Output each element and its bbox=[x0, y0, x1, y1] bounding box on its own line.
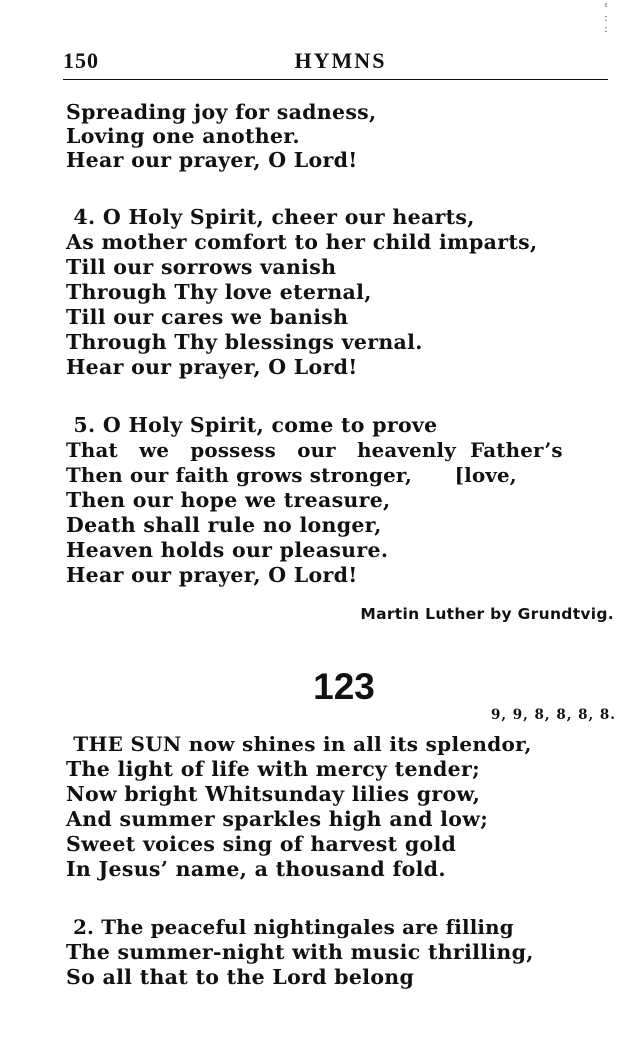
verse-line: And summer sparkles high and low; bbox=[66, 807, 489, 831]
verse-line: 5. O Holy Spirit, come to prove bbox=[66, 413, 438, 437]
margin-marks: ᵋ : : bbox=[604, 2, 608, 35]
running-title: HYMNS bbox=[294, 48, 387, 73]
verse-line: Through Thy blessings vernal. bbox=[66, 330, 423, 354]
verse-line: So all that to the Lord belong bbox=[66, 965, 415, 989]
verse-line: Then our faith grows stronger, [love, bbox=[66, 463, 517, 487]
author-credit: Martin Luther by Grundtvig. bbox=[360, 605, 614, 623]
verse-line: Hear our prayer, O Lord! bbox=[66, 148, 358, 172]
verse-line: Hear our prayer, O Lord! bbox=[66, 355, 358, 379]
verse-line: That we possess our heavenly Father’s bbox=[66, 438, 563, 462]
hymn-number: 123 bbox=[313, 666, 375, 707]
verse-line: Through Thy love eternal, bbox=[66, 280, 372, 304]
verse-line: Spreading joy for sadness, bbox=[66, 100, 377, 124]
verse-line: Death shall rule no longer, bbox=[66, 513, 382, 537]
verse-line: Loving one another. bbox=[66, 124, 300, 148]
page-header bbox=[63, 44, 608, 78]
verse-line: Heaven holds our pleasure. bbox=[66, 538, 389, 562]
verse-line: Till our cares we banish bbox=[66, 305, 349, 329]
verse-line: Sweet voices sing of harvest gold bbox=[66, 832, 457, 856]
verse-line: Till our sorrows vanish bbox=[66, 255, 337, 279]
verse-line: 2. The peaceful nightingales are filling bbox=[66, 915, 514, 939]
verse-line: The light of life with mercy tender; bbox=[66, 757, 480, 781]
verse-line: In Jesus’ name, a thousand fold. bbox=[66, 857, 446, 881]
verse-line: Now bright Whitsunday lilies grow, bbox=[66, 782, 481, 806]
verse-line: THE SUN now shines in all its splendor, bbox=[66, 732, 532, 756]
hymn-meter: 9, 9, 8, 8, 8, 8. bbox=[490, 707, 616, 723]
header-rule bbox=[63, 79, 608, 80]
verse-line: As mother comfort to her child imparts, bbox=[66, 230, 538, 254]
verse-line: Then our hope we treasure, bbox=[66, 488, 391, 512]
verse-line: 4. O Holy Spirit, cheer our hearts, bbox=[66, 205, 475, 229]
verse-line: Hear our prayer, O Lord! bbox=[66, 563, 358, 587]
page-number: 150 bbox=[63, 48, 99, 73]
verse-line: The summer-night with music thrilling, bbox=[66, 940, 534, 964]
